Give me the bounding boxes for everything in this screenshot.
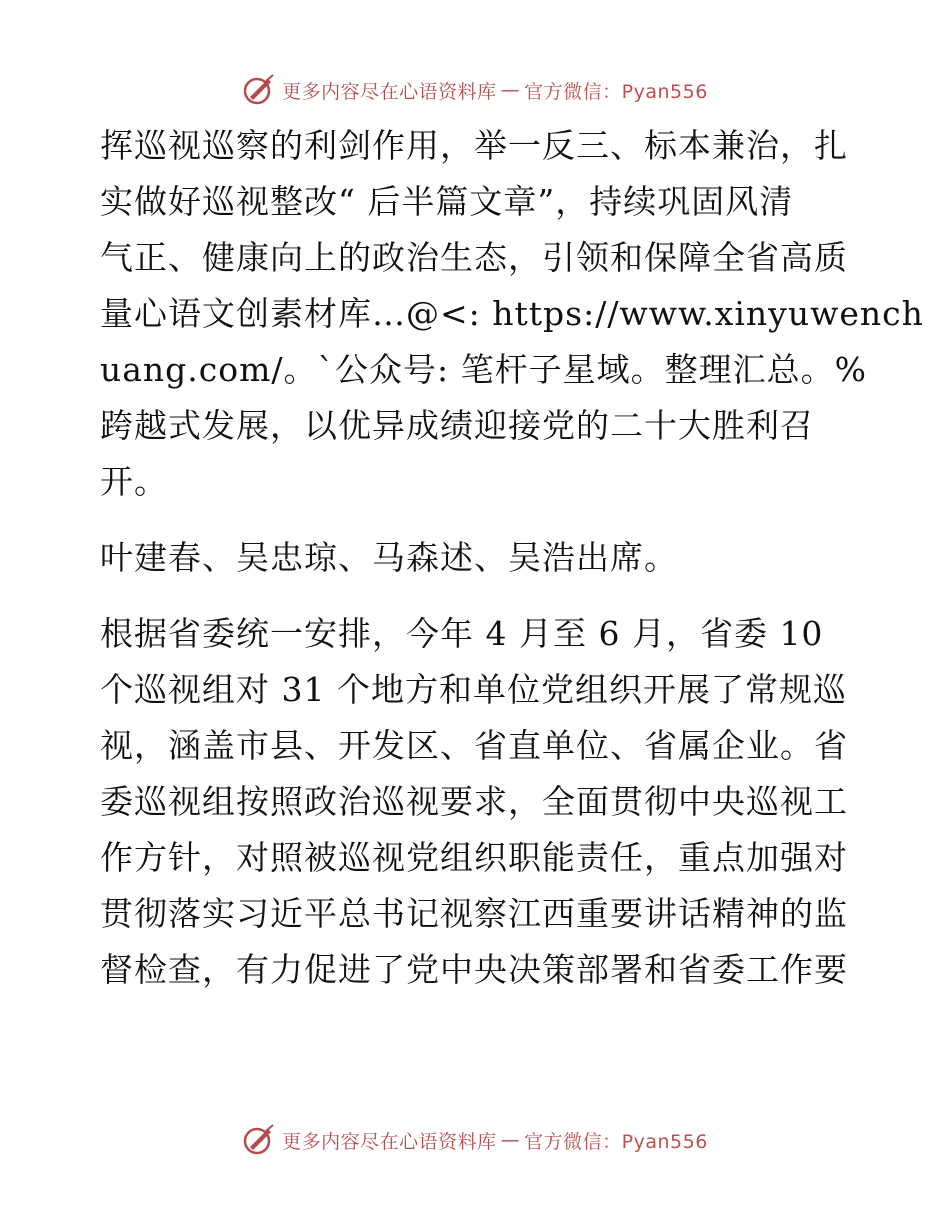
watermark-separator: — [500,1129,521,1151]
watermark-contact: 官方微信：Pyan556 [524,1130,708,1153]
footer-watermark [0,1122,950,1158]
paragraph-spacer [100,510,860,530]
header-watermark [0,72,950,108]
text-line: 委巡视组按照政治巡视要求，全面贯彻中央巡视工 [100,782,848,821]
quill-logo-icon [242,1123,276,1157]
text-line: 视，涵盖市县、开发区、省直单位、省属企业。省 [100,726,848,765]
paragraph-3 [100,606,860,998]
text-line: 量心语文创素材库…@<: https://www.xinyuwench [100,294,924,333]
text-line: uang.com/。`公众号: 笔杆子星域。整理汇总。% [100,350,868,389]
text-line: 作方针，对照被巡视党组织职能责任，重点加强对 [100,838,848,877]
watermark-text: 更多内容尽在心语资料库 [282,80,497,103]
text-line: 贯彻落实习近平总书记视察江西重要讲话精神的监 [100,894,848,933]
text-line: 挥巡视巡察的利剑作用，举一反三、标本兼治，扎 [100,126,848,165]
text-line: 个巡视组对 31 个地方和单位党组织开展了常规巡 [100,670,847,709]
text-line: 督检查，有力促进了党中央决策部署和省委工作要 [100,950,848,989]
paragraph-spacer [100,586,860,606]
quill-logo-icon [242,73,276,107]
paragraph-2 [100,530,860,586]
text-line: 气正、健康向上的政治生态，引领和保障全省高质 [100,238,848,277]
watermark-separator: — [500,79,521,101]
document-body [100,118,924,998]
paragraph-1 [100,118,924,510]
text-line: 开。 [100,462,168,501]
watermark-contact: 官方微信：Pyan556 [524,80,708,103]
text-line: 根据省委统一安排，今年 4 月至 6 月，省委 10 [100,614,824,653]
watermark-text: 更多内容尽在心语资料库 [282,1130,497,1153]
text-line: 叶建春、吴忠琼、马森述、吴浩出席。 [100,538,678,577]
text-line: 跨越式发展，以优异成绩迎接党的二十大胜利召 [100,406,814,445]
text-line: 实做好巡视整改“ 后半篇文章”，持续巩固风清 [100,182,794,221]
